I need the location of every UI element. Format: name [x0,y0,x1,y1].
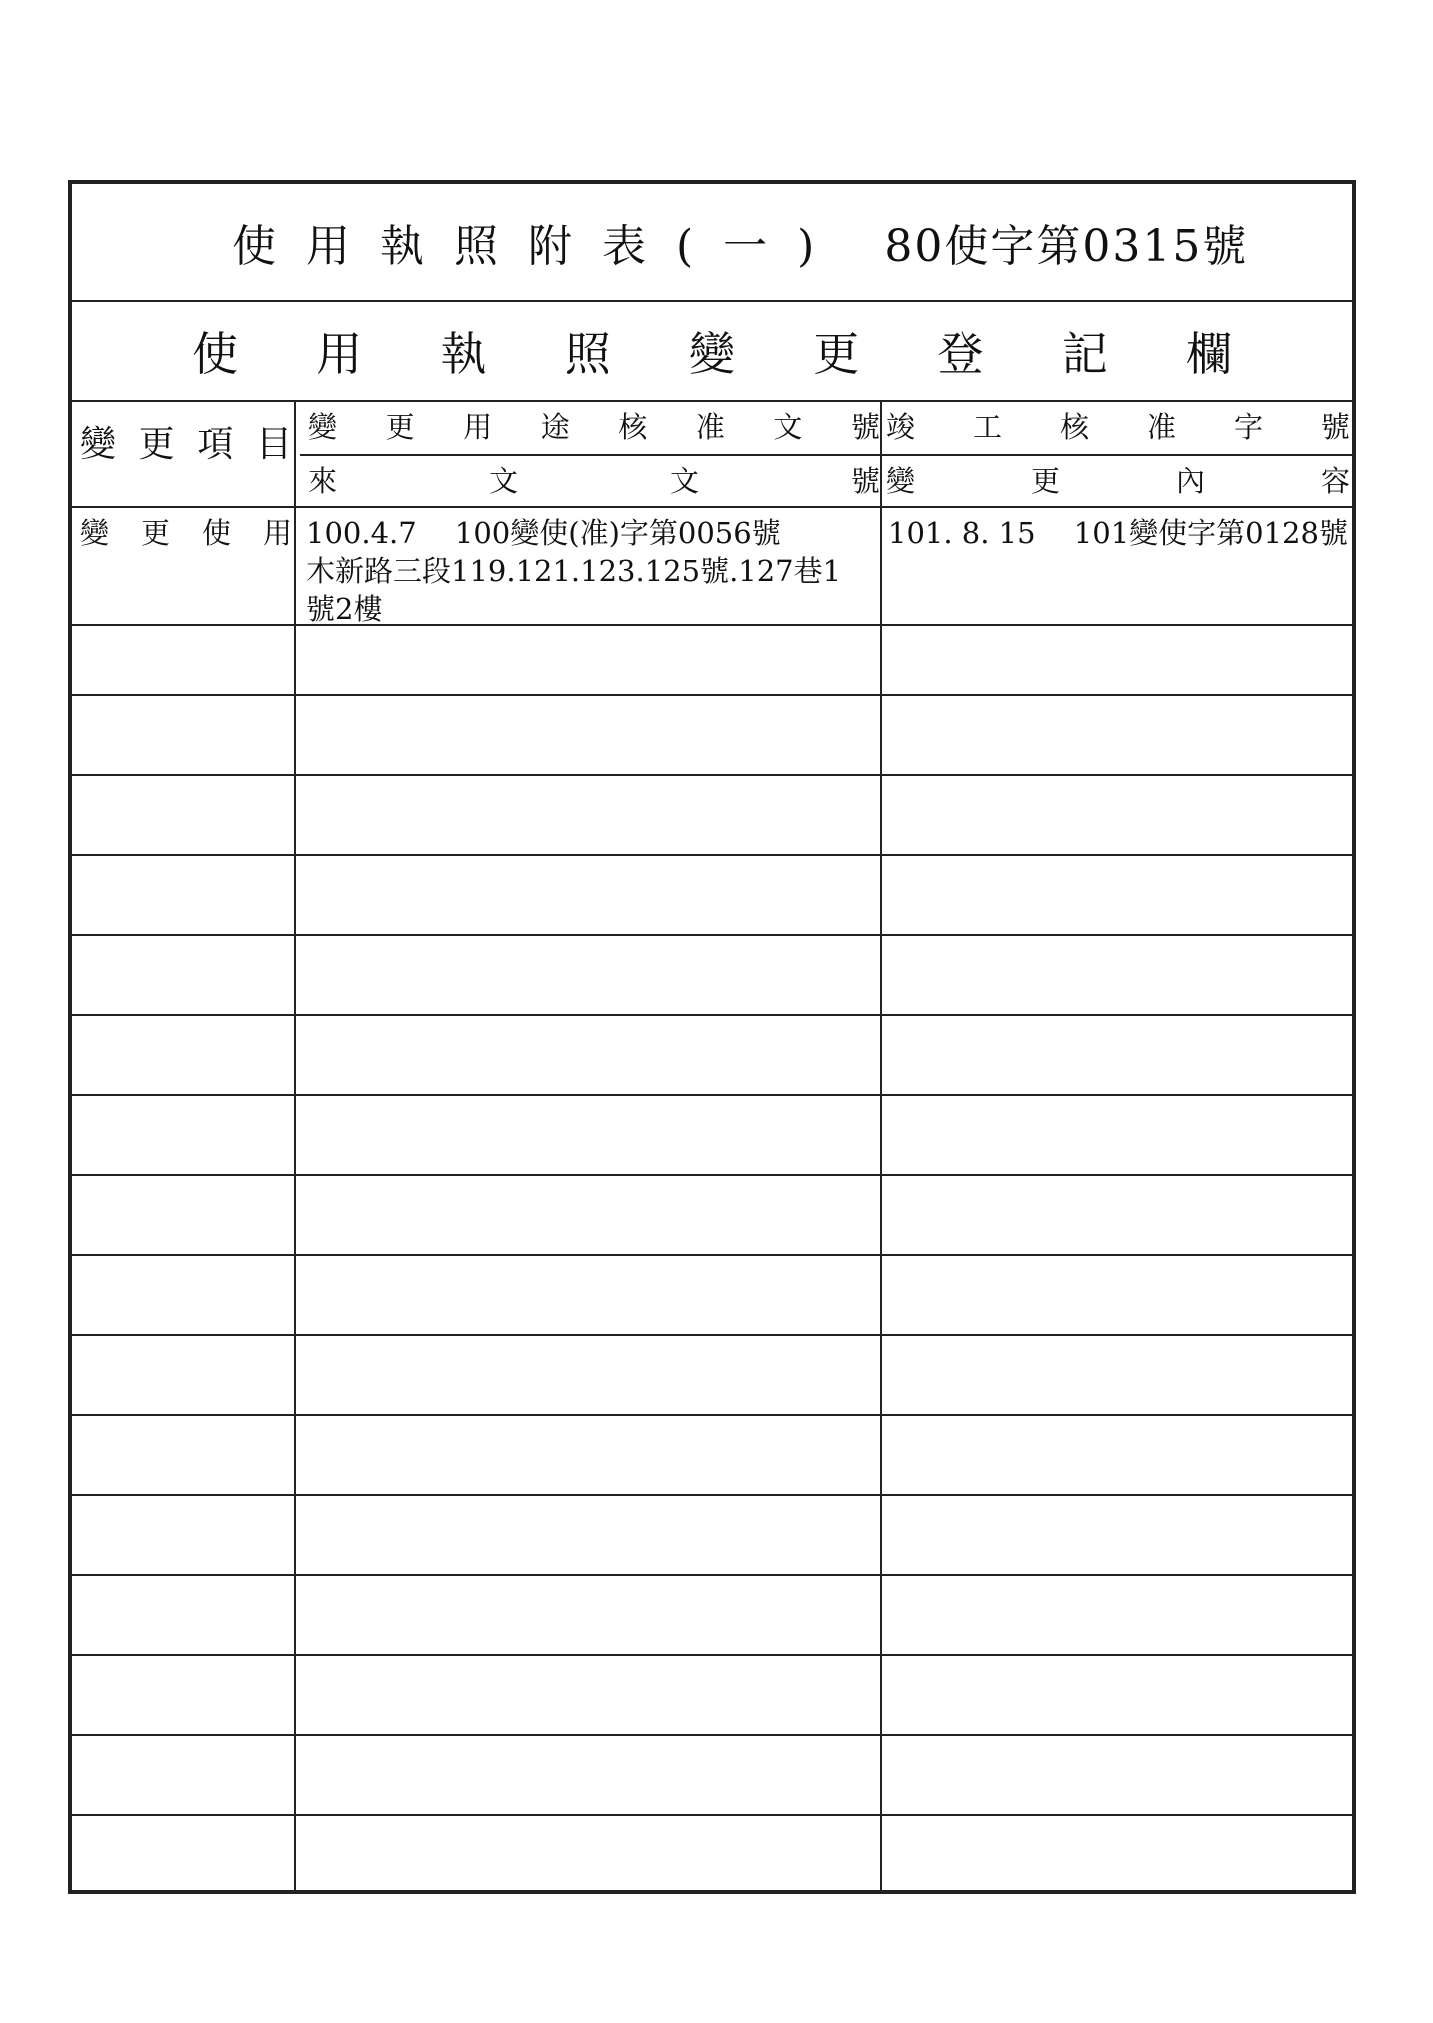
header-purpose-approval-doc: 變 更 用 途 核 准 文 號 [308,410,880,444]
header-subdivider [300,454,1352,456]
form-title: 使用執照附表(一) [232,221,845,272]
heading-char: 用 [316,327,363,381]
purpose-line: 100.4.7 100變使(准)字第0056號 [306,516,781,550]
heading-char: 欄 [1186,327,1232,381]
row-divider [72,854,1352,856]
purpose-line: 號2樓 [306,592,383,626]
row-divider [72,934,1352,936]
heading-char: 照 [564,327,611,381]
row-divider [72,1654,1352,1656]
heading-char: 登 [937,327,984,381]
row-divider [72,694,1352,696]
row-divider [72,1414,1352,1416]
table-row-item: 變 更 使 用 [80,516,292,550]
row-divider [72,1094,1352,1096]
heading-char: 使 [192,327,238,381]
header-change-item: 變 更 項 目 [80,424,292,465]
table-row-purpose [306,514,886,628]
row-divider [72,1014,1352,1016]
header-completion-approval: 竣 工 核 准 字 號 [886,410,1350,444]
row-divider [72,1254,1352,1256]
row-divider [72,1334,1352,1336]
heading-char: 執 [440,327,487,381]
row-divider [72,1814,1352,1816]
row-divider [72,1494,1352,1496]
row-divider [72,506,1352,508]
header-change-content: 變 更 內 容 [886,464,1350,498]
heading-char: 變 [689,327,735,381]
heading-char: 記 [1061,327,1108,381]
purpose-line: 木新路三段119.121.123.125號.127巷1 [306,554,842,588]
section-heading [72,302,1352,402]
row-divider [72,1734,1352,1736]
license-number: 80使字第0315號 [884,221,1249,272]
header-incoming-doc: 來 文 文 號 [308,464,880,498]
table-row-completion: 101. 8. 15 101變使字第0128號 [888,516,1348,550]
row-divider [72,774,1352,776]
heading-char: 更 [813,327,860,381]
usage-license-form [68,180,1356,1894]
row-divider [72,1174,1352,1176]
row-divider [72,1574,1352,1576]
change-record-table [72,402,1352,1890]
form-title-row [72,184,1352,302]
